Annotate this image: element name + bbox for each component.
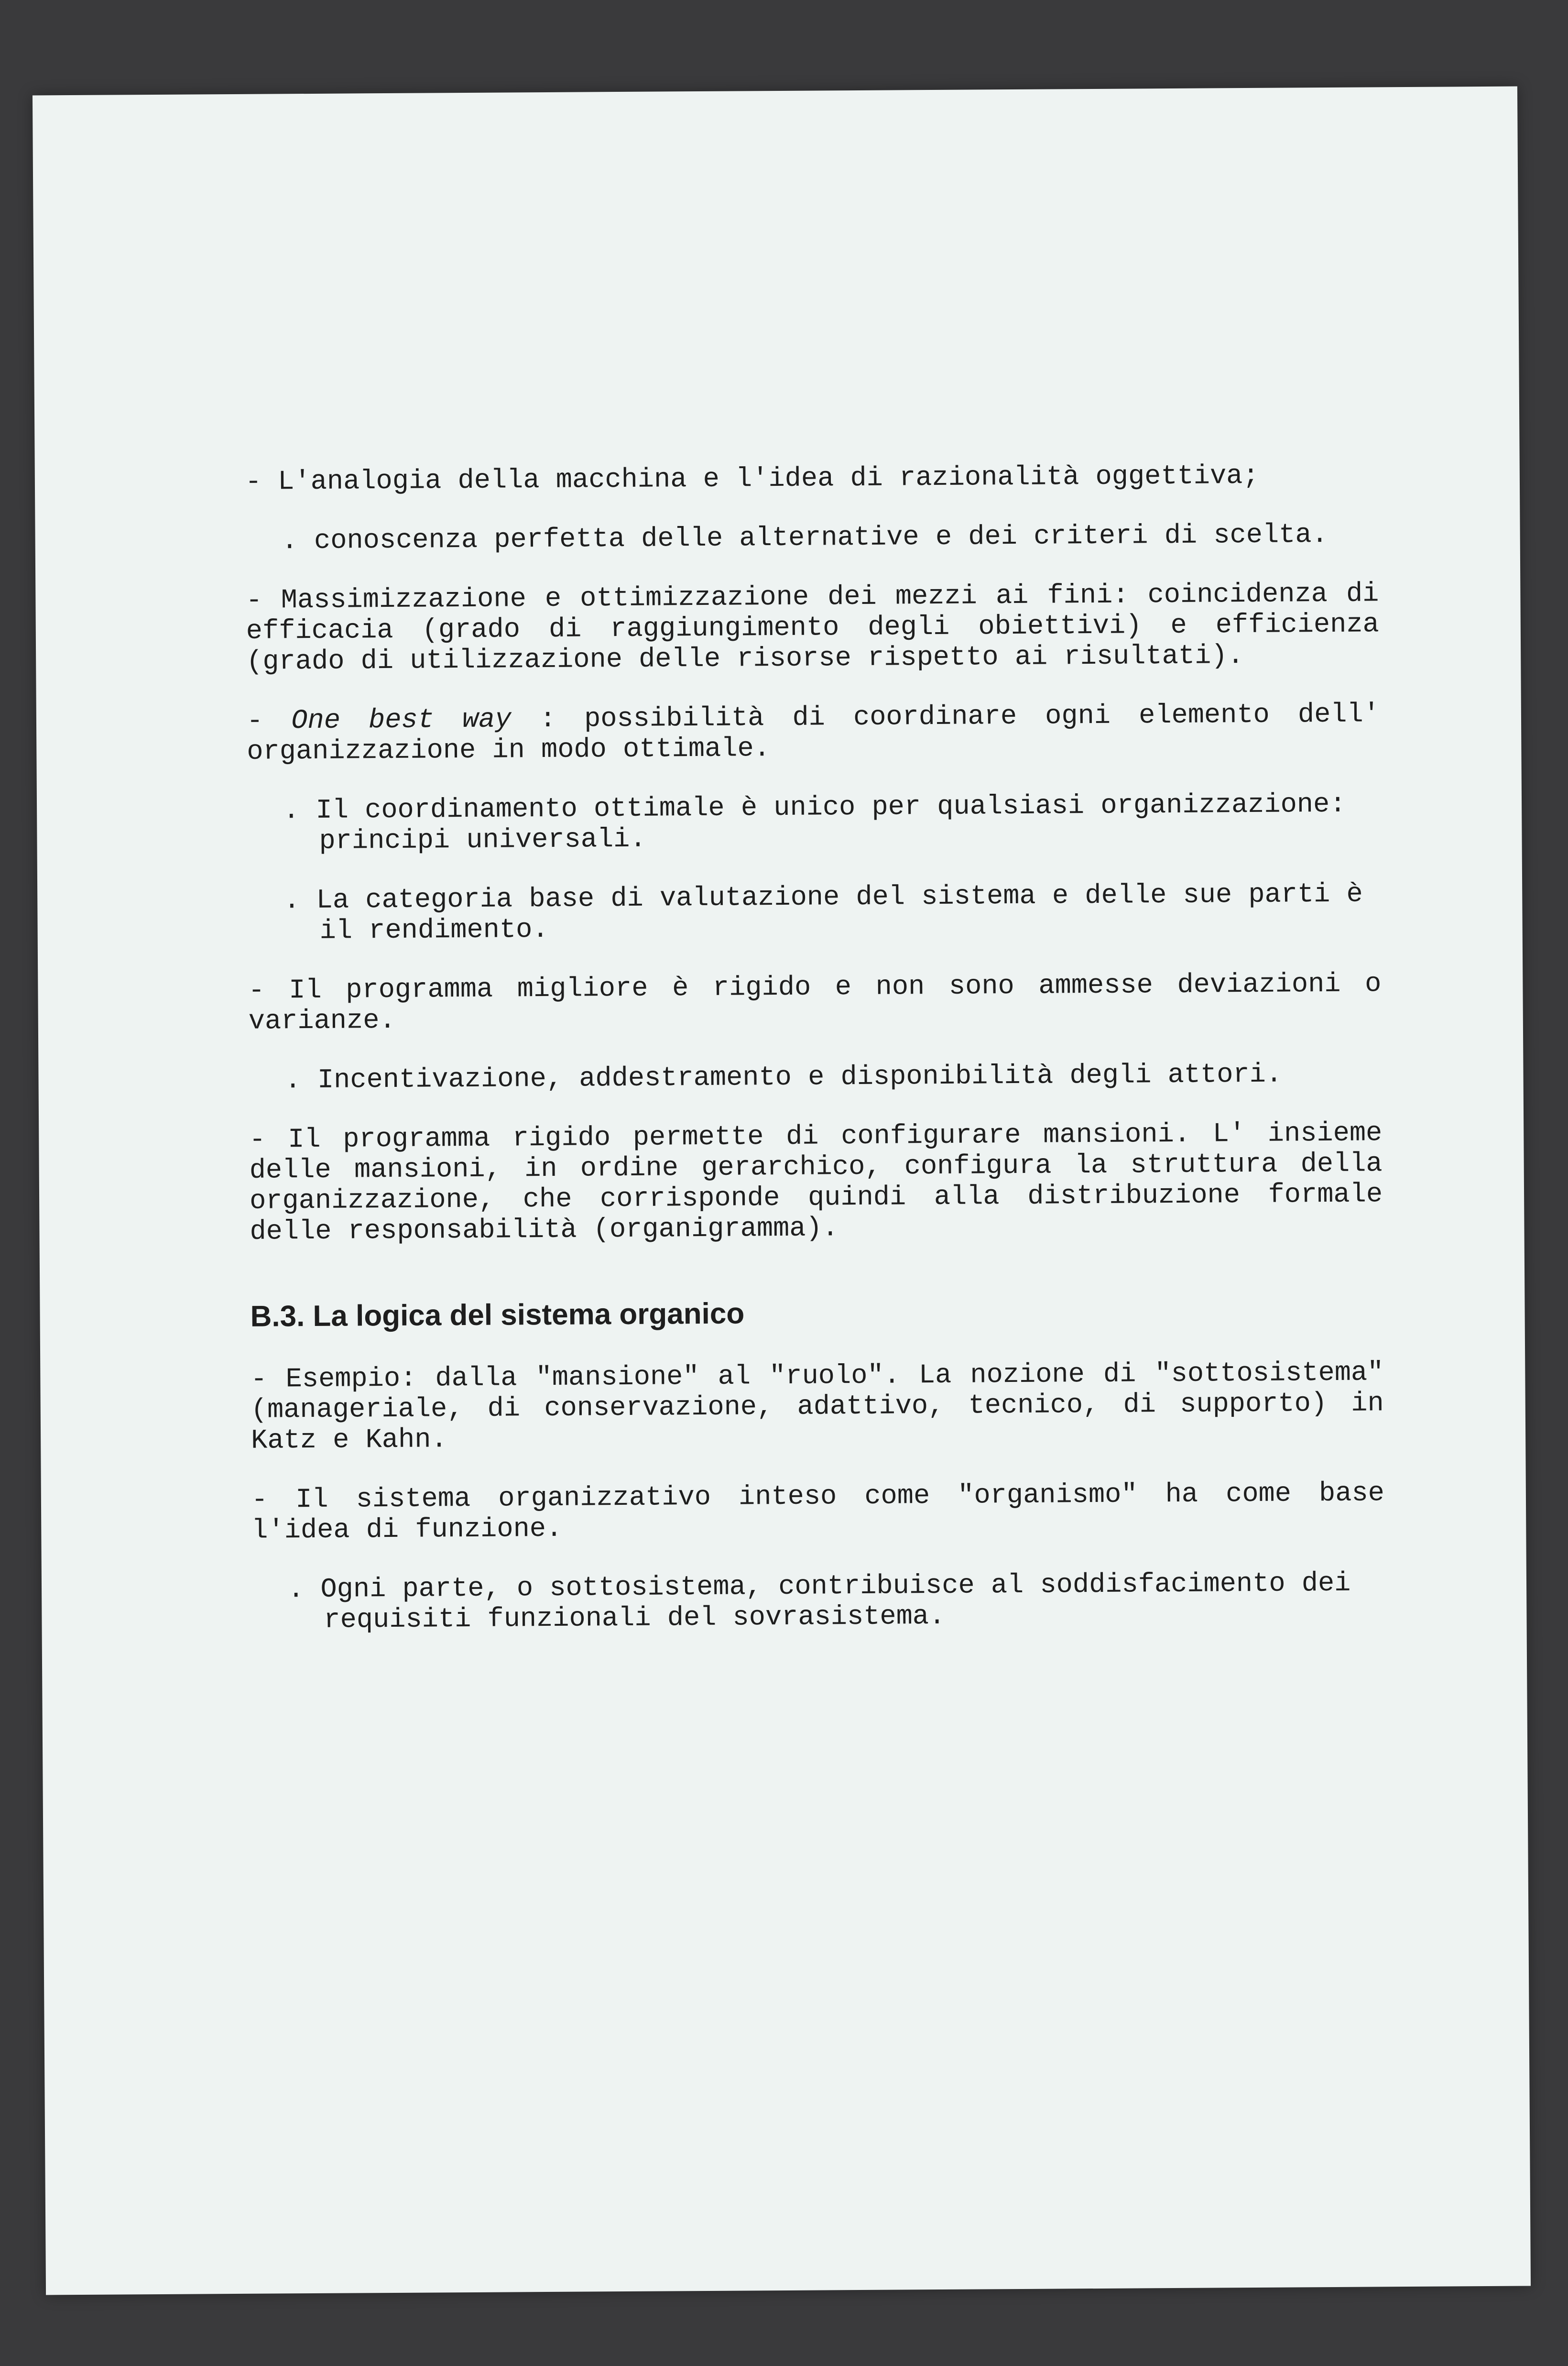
one-best-way-term: One best way: [291, 704, 512, 737]
document-body: [245, 460, 1385, 1665]
section-heading: B.3. La logica del sistema organico: [250, 1297, 745, 1333]
one-best-way-prefix: -: [246, 706, 292, 737]
subpoint-subsystem-contribution: . Ogni parte, o sottosistema, contribuisce al soddisfacimento dei requisiti funzionali del sovrasistema.: [287, 1568, 1351, 1636]
subpoint-incentives: . Incentivazione, addestramento e disponibilità degli attori.: [284, 1059, 1283, 1096]
paragraph-one-best-way: [247, 699, 1380, 767]
paragraph-maximization: - Massimizzazione e ottimizzazione dei mezzi ai fini: coincidenza di efficacia (grado di raggiungimento degli obiettivi) e efficienza (grado di utilizzazione delle risorse rispetto ai risultati).: [246, 579, 1379, 678]
paragraph-organism: - Il sistema organizzativo inteso come "organismo" ha come base l'idea di funzione.: [251, 1478, 1385, 1546]
paragraph-job-configuration: - Il programma rigido permette di configurare mansioni. L' insieme delle mansioni, in ordine gerarchico, configura la struttura della organizzazione, che corrisponde quindi alla distribuzione formale delle responsabilità (organigramma).: [249, 1118, 1383, 1248]
subpoint-optimal-coordination: . Il coordinamento ottimale è unico per qualsiasi organizzazione: principi universali.: [283, 789, 1346, 857]
paragraph-rigid-program: - Il programma migliore è rigido e non sono ammesse deviazioni o varianze.: [248, 969, 1382, 1037]
paragraph-role-example: - Esempio: dalla "mansione" al "ruolo". La nozione di "sottosistema" (manageriale, di conservazione, adattivo, tecnico, di supporto) in Katz e Kahn.: [250, 1358, 1384, 1457]
subpoint-perfect-knowledge: . conoscenza perfetta delle alternative e dei criteri di scelta.: [281, 519, 1328, 557]
paragraph-machine-analogy: - L'analogia della macchina e l'idea di razionalità oggettiva;: [245, 460, 1259, 498]
one-best-way-text: : possibilità di coordinare ogni elemento dell' organizzazione in modo ottimale.: [247, 699, 1380, 767]
subpoint-performance-category: . La categoria base di valutazione del sistema e delle sue parti è il rendimento.: [283, 879, 1363, 947]
paper-sheet: [33, 87, 1531, 2295]
